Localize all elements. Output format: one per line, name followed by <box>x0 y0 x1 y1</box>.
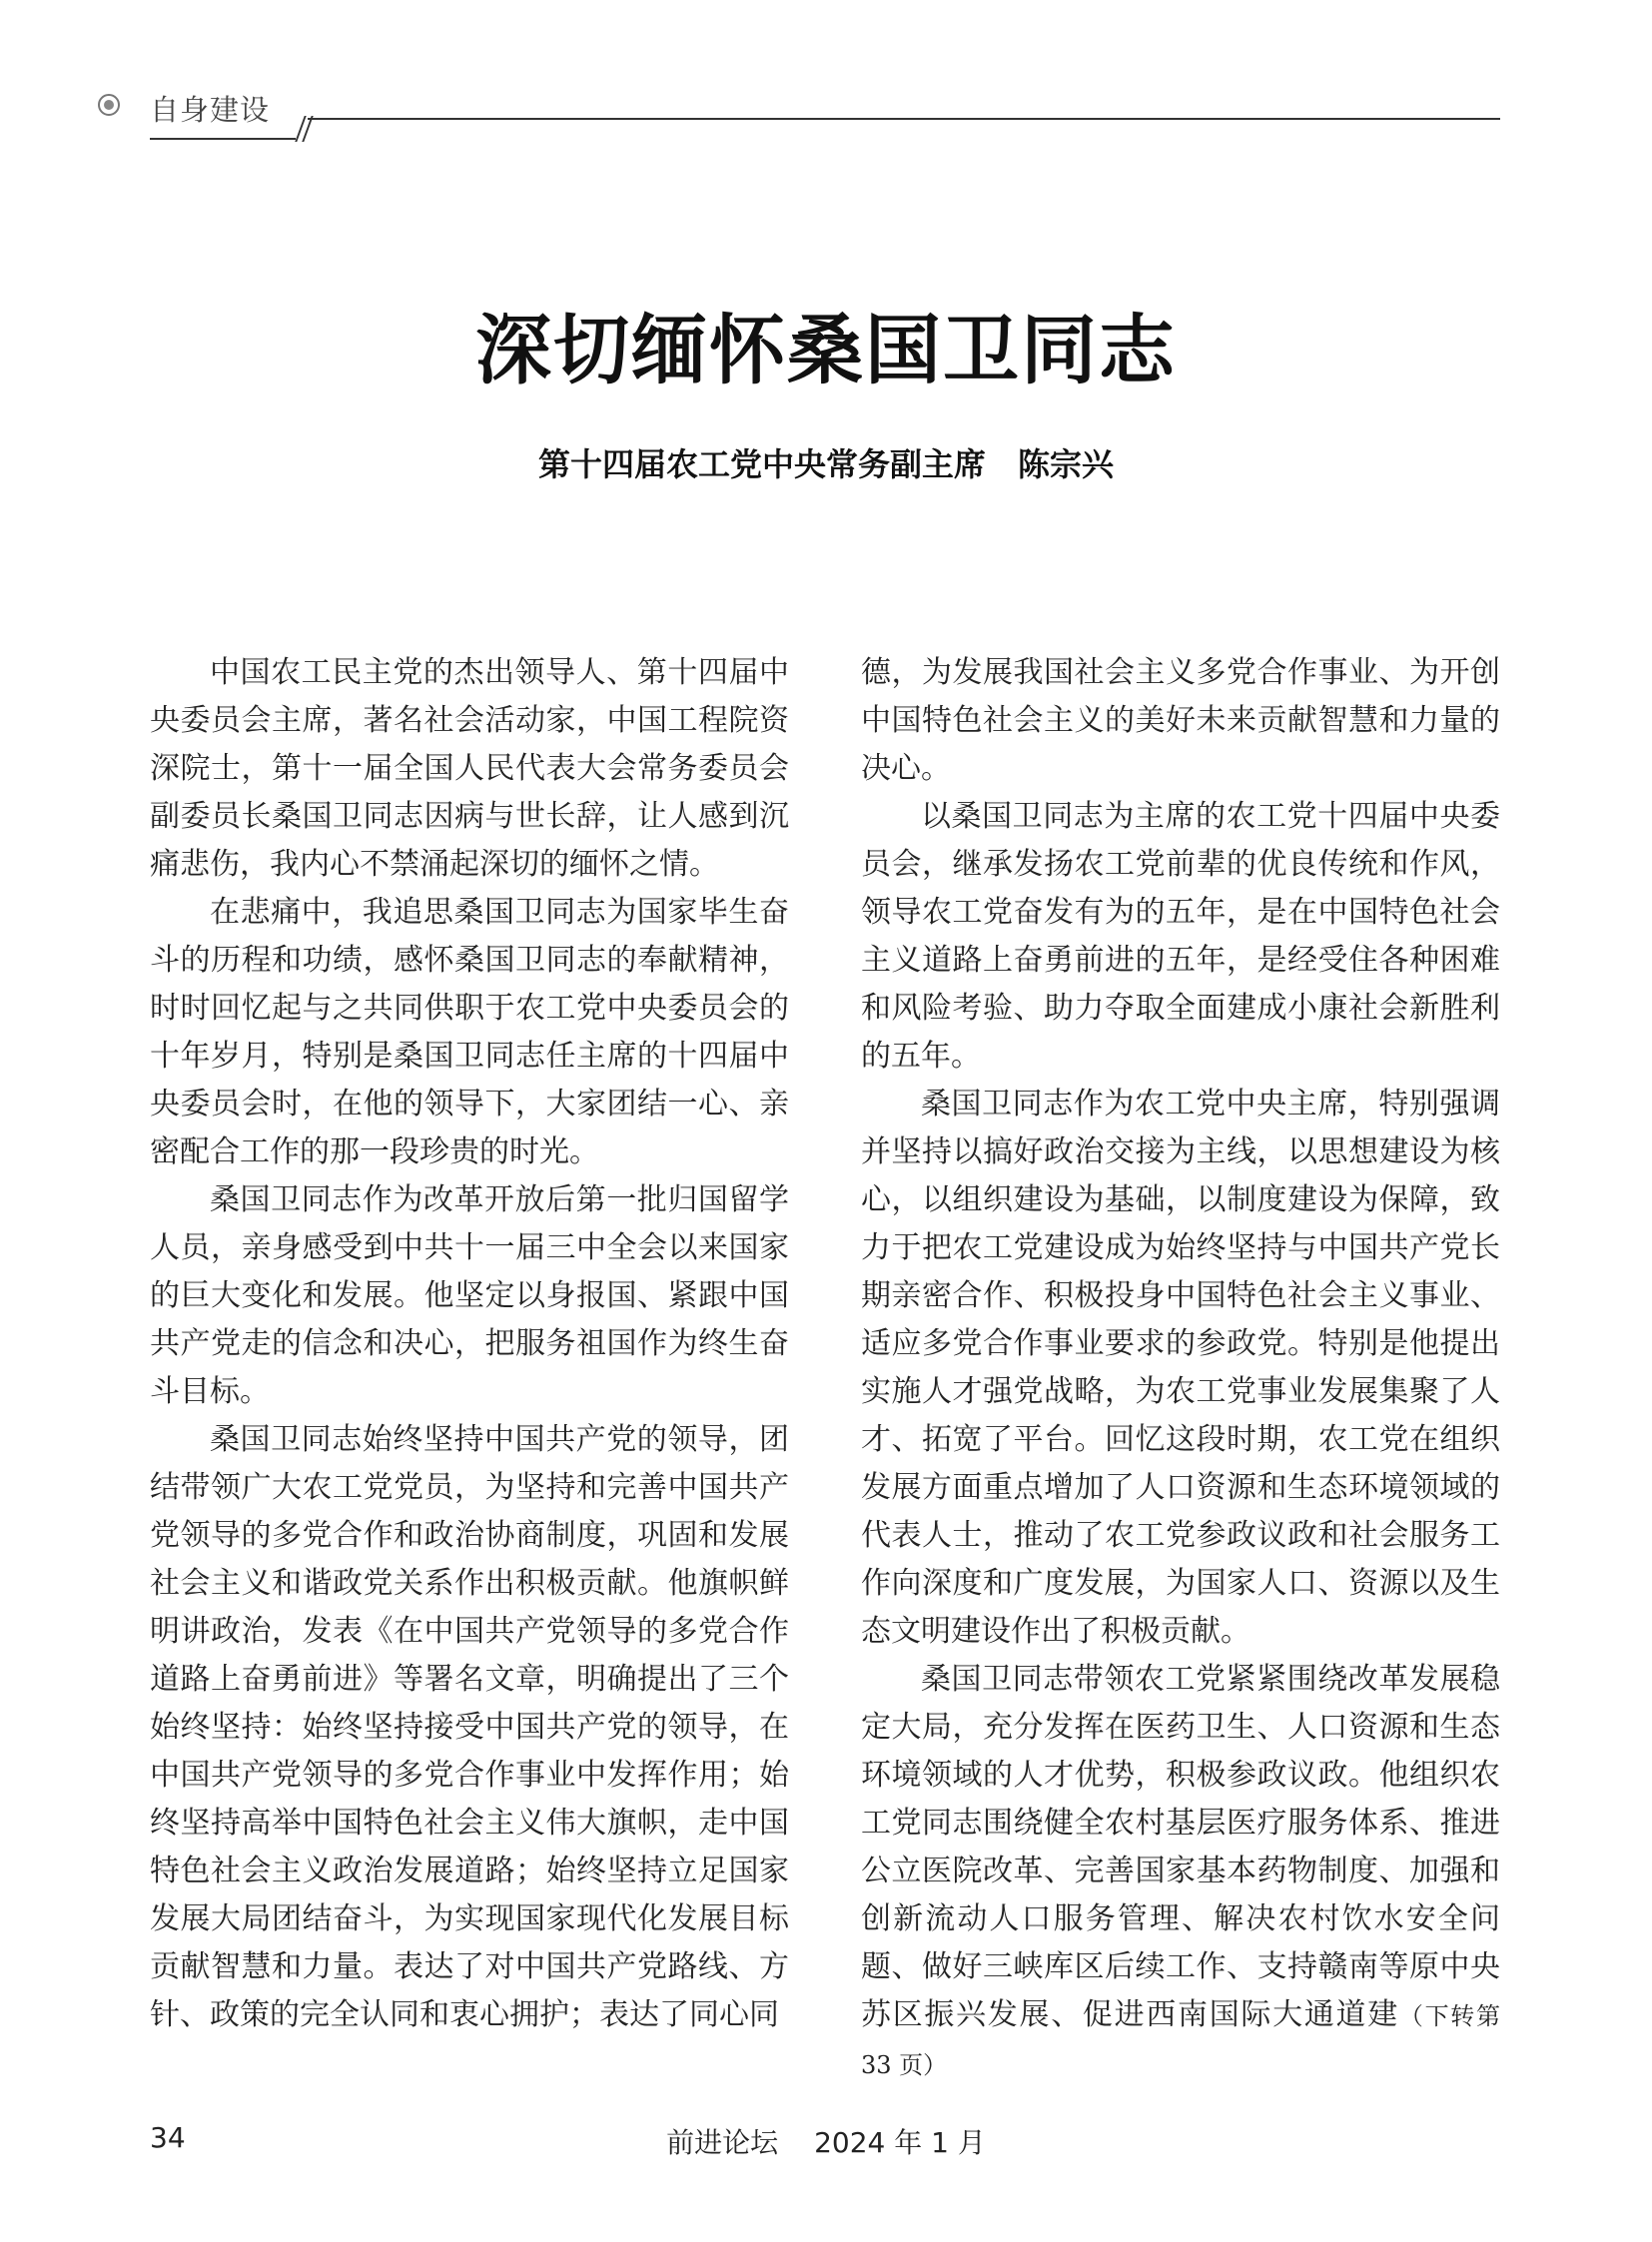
paragraph: 中国农工民主党的杰出领导人、第十四届中央委员会主席，著名社会活动家，中国工程院资深院士，第十一届全国人民代表大会常务委员会副委员长桑国卫同志因病与世长辞，让人感到沉痛悲伤，我内心不禁涌起深切的缅怀之情。 <box>150 655 789 882</box>
section-label: 自身建设 <box>150 93 271 127</box>
bullet-circle-icon <box>98 94 120 116</box>
continued-note: （下转第 33 页） <box>861 2002 1501 2079</box>
paragraph: 以桑国卫同志为主席的农工党十四届中央委员会，继承发扬农工党前辈的优良传统和作风，领导农工党奋发有为的五年，是在中国特色社会主义道路上奋勇前进的五年，是经受住各种困难和风险考验、助力夺取全面建成小康社会新胜利的五年。 <box>861 799 1500 1074</box>
paragraph: 桑国卫同志作为改革开放后第一批归国留学人员，亲身感受到中共十一届三中全会以来国家的巨大变化和发展。他坚定以身报国、紧跟中国共产党走的信念和决心，把服务祖国作为终生奋斗目标。 <box>150 1182 789 1409</box>
paragraph: 桑国卫同志始终坚持中国共产党的领导，团结带领广大农工党党员，为坚持和完善中国共产党领导的多党合作和政治协商制度，巩固和发展社会主义和谐政党关系作出积极贡献。他旗帜鲜明讲政治，发表《在中国共产党领导的多党合作道路上奋勇前进》等署名文章，明确提出了三个始终坚持：始终坚持接受中国共产党的领导，在中国共产党领导的多党合作事业中发挥作用；始终坚持高举中国特色社会主义伟大旗帜，走中国特色社会主义政治发展道路；始终坚持立足国家发展大局团结奋斗，为实现国家现代化发展目标贡献智慧和力量。表达了对中国共产党路线、方针、政策的完全认同和衷心拥护；表达了同心同 <box>150 1422 789 2032</box>
page-number: 34 <box>150 2121 186 2154</box>
paragraph <box>861 1656 1500 2089</box>
footer-publication <box>0 2121 1652 2161</box>
paragraph-continuation: 德，为发展我国社会主义多党合作事业、为开创中国特色社会主义的美好未来贡献智慧和力量的决心。 <box>861 655 1500 786</box>
body-column-right <box>861 649 1500 2089</box>
header-rule <box>308 118 1500 120</box>
issue-date: 2024 年 1 月 <box>814 2126 986 2159</box>
article-byline: 第十四届农工党中央常务副主席 陈宗兴 <box>537 445 1114 483</box>
paragraph: 在悲痛中，我追思桑国卫同志为国家毕生奋斗的历程和功绩，感怀桑国卫同志的奉献精神，时时回忆起与之共同供职于农工党中央委员会的十年岁月，特别是桑国卫同志任主席的十四届中央委员会时，在他的领导下，大家团结一心、亲密配合工作的那一段珍贵的时光。 <box>150 895 789 1169</box>
paragraph: 桑国卫同志作为农工党中央主席，特别强调并坚持以搞好政治交接为主线，以思想建设为核心，以组织建设为基础，以制度建设为保障，致力于把农工党建设成为始终坚持与中国共产党长期亲密合作、积极投身中国特色社会主义事业、适应多党合作事业要求的参政党。特别是他提出实施人才强党战略，为农工党事业发展集聚了人才、拓宽了平台。回忆这段时期，农工党在组织发展方面重点增加了人口资源和生态环境领域的代表人士，推动了农工党参政议政和社会服务工作向深度和广度发展，为国家人口、资源以及生态文明建设作出了积极贡献。 <box>861 1087 1500 1649</box>
paragraph-text: 桑国卫同志带领农工党紧紧围绕改革发展稳定大局，充分发挥在医药卫生、人口资源和生态环境领域的人才优势，积极参政议政。他组织农工党同志围绕健全农村基层医疗服务体系、推进公立医院改革、完善国家基本药物制度、加强和创新流动人口服务管理、解决农村饮水安全问题、做好三峡库区后续工作、支持赣南等原中央苏区振兴发展、促进西南国际大通道建 <box>861 1662 1500 2032</box>
body-column-left <box>150 649 789 2039</box>
header-rule-short <box>150 138 296 140</box>
publication-name: 前进论坛 <box>666 2126 779 2159</box>
article-title: 深切缅怀桑国卫同志 <box>475 306 1177 394</box>
